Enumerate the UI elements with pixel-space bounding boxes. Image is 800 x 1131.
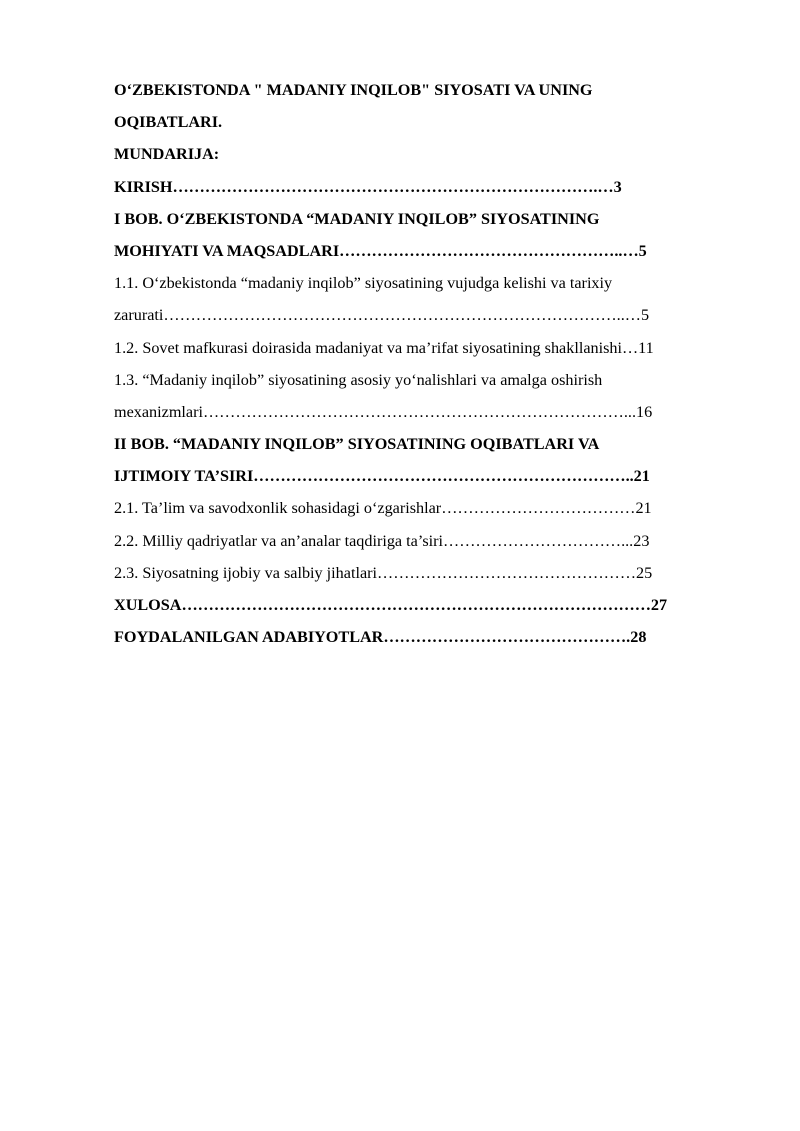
toc-entry-2-3: 2.3. Siyosatning ijobiy va salbiy jihatlari…………………………………………25 — [114, 563, 653, 582]
toc-entry-xulosa: XULOSA……………………………………………………………………………27 — [114, 596, 668, 614]
toc-entry-chapter-2-line-1: II BOB. “MADANIY INQILOB” SIYOSATINING OQIBATLARI VA — [114, 435, 600, 454]
toc-entry-chapter-2-line-2: IJTIMOIY TA’SIRI……………………………………………………………..21 — [114, 467, 650, 486]
toc-entry-1-1-line-1: 1.1. O‘zbekistonda “madaniy inqilob” siyosatining vujudga kelishi va tarixiy — [114, 274, 613, 293]
toc-entry-chapter-1-line-1: I BOB. O‘ZBEKISTONDA “MADANIY INQILOB” SIYOSATINING — [114, 209, 600, 228]
toc-entry-2-1: 2.1. Ta’lim va savodxonlik sohasidagi o‘zgarishlar………………………………21 — [114, 499, 652, 518]
toc-heading: MUNDARIJA: — [114, 145, 220, 164]
document-content — [114, 74, 746, 653]
document-title-line-2: OQIBATLARI. — [114, 113, 223, 132]
toc-entry-1-1-line-2: zarurati…………………………………………………………………………..…5 — [114, 306, 650, 325]
toc-entry-2-2: 2.2. Milliy qadriyatlar va an’analar taqdiriga ta’siri……………………………...23 — [114, 531, 650, 550]
document-title-line-1: O‘ZBEKISTONDA " MADANIY INQILOB" SIYOSATI VA UNING — [114, 81, 593, 99]
toc-entry-1-3-line-1: 1.3. “Madaniy inqilob” siyosatining asosiy yo‘nalishlari va amalga oshirish — [114, 370, 603, 389]
toc-entry-chapter-1-line-2: MOHIYATI VA MAQSADLARI……………………………………………..…5 — [114, 241, 647, 260]
toc-entry-kirish: KIRISH…………………………………………………………………….…3 — [114, 177, 622, 196]
toc-entry-1-3-line-2: mexanizmlari……………………………………………………………………...16 — [114, 402, 653, 421]
toc-entry-1-2: 1.2. Sovet mafkurasi doirasida madaniyat va ma’rifat siyosatining shakllanishi…11 — [114, 338, 654, 357]
toc-entry-adabiyotlar: FOYDALANILGAN ADABIYOTLAR……………………………………….28 — [114, 628, 647, 647]
